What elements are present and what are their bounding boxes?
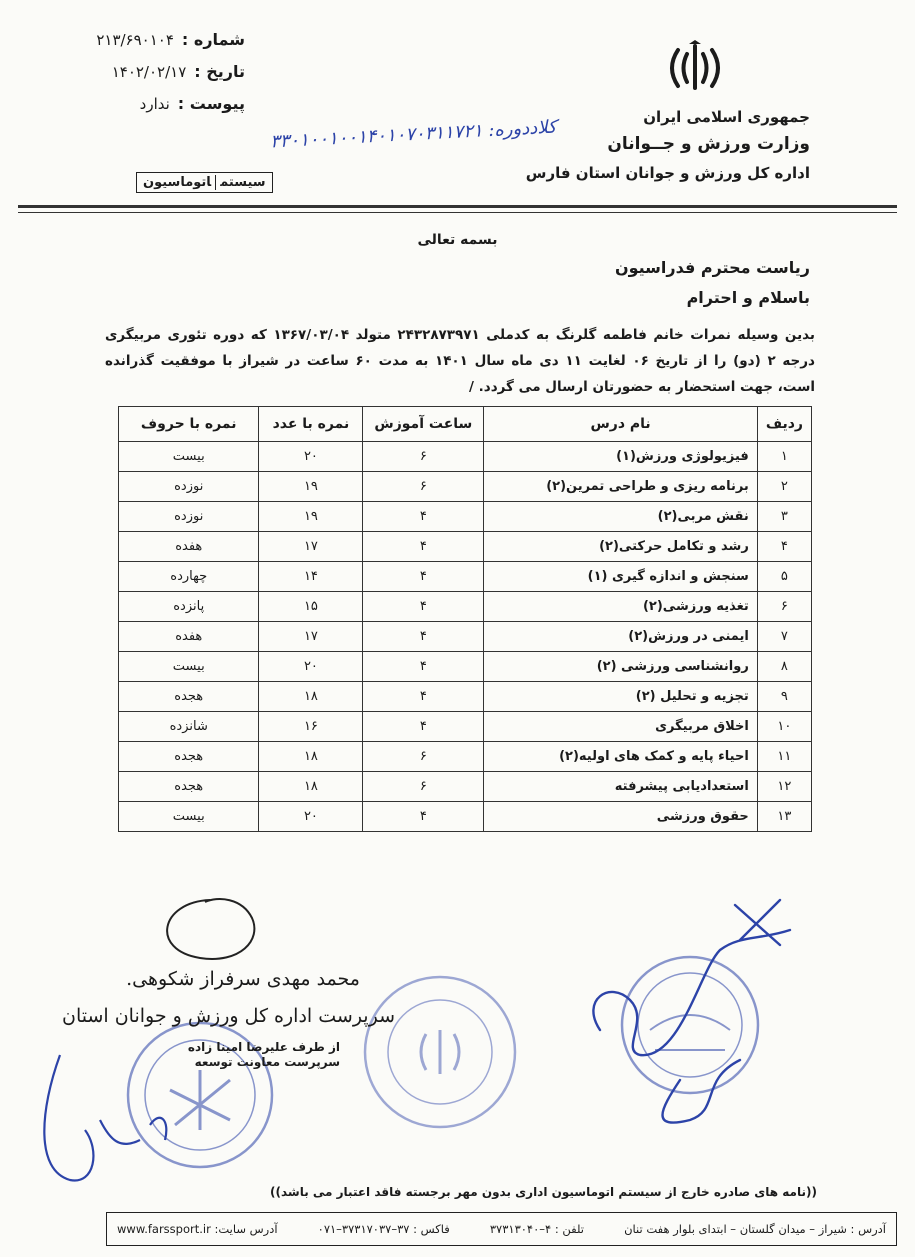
header-training-hours: ساعت آموزش xyxy=(363,407,484,442)
system-box-part1: سیستم xyxy=(220,175,266,190)
cell-course-name: تغذیه ورزشی(۲) xyxy=(484,592,757,622)
org-country: جمهوری اسلامی ایران xyxy=(643,108,810,126)
salutation: بسمه تعالی xyxy=(417,232,498,248)
cell-training-hours: ۴ xyxy=(363,682,484,712)
header-course-name: نام درس xyxy=(484,407,757,442)
table-header-row xyxy=(119,407,812,442)
cell-training-hours: ۴ xyxy=(363,592,484,622)
signatory-stamp xyxy=(188,1040,340,1070)
footer-phone: تلفن : ۴–۳۷۳۱۳۰۴۰ xyxy=(489,1222,584,1236)
cell-training-hours: ۴ xyxy=(363,622,484,652)
cell-course-name: روانشناسی ورزشی (۲) xyxy=(484,652,757,682)
table-row xyxy=(119,802,812,832)
cell-grade-words: چهارده xyxy=(119,562,259,592)
cell-grade-number: ۱۹ xyxy=(259,502,363,532)
cell-training-hours: ۴ xyxy=(363,712,484,742)
letter-body-text: بدین وسیله نمرات خانم فاطمه گلرنگ به کدملی ۲۴۳۲۸۷۳۹۷۱ متولد ۱۳۶۷/۰۳/۰۴ که دوره تئوری مربیگری درجه ۲ (دو) را از تاریخ ۰۶ لغایت ۱۱ دی ماه سال ۱۴۰۱ به مدت ۶۰ ساعت در شیراز با موفقیت گذرانده است، جهت استحضار به حضورتان ارسال می گردد. / xyxy=(105,327,815,395)
embossed-seal-icon xyxy=(360,972,520,1132)
grades-table-body xyxy=(119,442,812,832)
cell-course-name: احیاء پایه و کمک های اولیه(۲) xyxy=(484,742,757,772)
cell-row-number: ۲ xyxy=(757,472,811,502)
table-row xyxy=(119,532,812,562)
org-department: اداره کل ورزش و جوانان استان فارس xyxy=(525,164,810,182)
letter-date-value: ۱۴۰۲/۰۲/۱۷ xyxy=(111,63,187,81)
header-divider-thin xyxy=(18,212,897,213)
organization-header xyxy=(526,108,810,182)
cell-row-number: ۸ xyxy=(757,652,811,682)
system-box-part2: اتوماسیون xyxy=(143,175,216,190)
grades-table xyxy=(118,406,812,832)
letter-number-row xyxy=(15,30,245,62)
cell-grade-number: ۱۸ xyxy=(259,772,363,802)
cell-course-name: سنجش و اندازه گیری (۱) xyxy=(484,562,757,592)
cell-grade-number: ۱۶ xyxy=(259,712,363,742)
letter-attachment-row xyxy=(15,94,245,126)
handwritten-course-code: کلاددوره: ۳۳۰۱۰۰۱۰۰۱۴۰۱۰۷۰۳۱۱۷۲۱ xyxy=(269,116,558,153)
stamp-line-1: از طرف علیرضا امینا زاده xyxy=(187,1040,340,1054)
cell-row-number: ۱ xyxy=(757,442,811,472)
cell-grade-number: ۱۸ xyxy=(259,742,363,772)
cell-grade-words: هجده xyxy=(119,682,259,712)
cell-training-hours: ۴ xyxy=(363,802,484,832)
header-row-number: ردیف xyxy=(757,407,811,442)
cell-training-hours: ۶ xyxy=(363,442,484,472)
table-row xyxy=(119,682,812,712)
table-row xyxy=(119,622,812,652)
letter-meta xyxy=(15,30,245,126)
cell-course-name: تجزیه و تحلیل (۲) xyxy=(484,682,757,712)
cell-row-number: ۵ xyxy=(757,562,811,592)
footer-contact-bar xyxy=(106,1212,897,1246)
cell-grade-words: نوزده xyxy=(119,472,259,502)
cell-grade-words: بیست xyxy=(119,442,259,472)
cell-row-number: ۳ xyxy=(757,502,811,532)
cell-grade-words: بیست xyxy=(119,652,259,682)
cell-course-name: ایمنی در ورزش(۲) xyxy=(484,622,757,652)
cell-training-hours: ۶ xyxy=(363,742,484,772)
cell-grade-words: هفده xyxy=(119,532,259,562)
cell-course-name: حقوق ورزشی xyxy=(484,802,757,832)
table-row xyxy=(119,652,812,682)
cell-training-hours: ۴ xyxy=(363,652,484,682)
cell-row-number: ۱۱ xyxy=(757,742,811,772)
cell-grade-words: هجده xyxy=(119,742,259,772)
cell-row-number: ۴ xyxy=(757,532,811,562)
cell-grade-number: ۲۰ xyxy=(259,802,363,832)
table-row xyxy=(119,592,812,622)
cell-course-name: فیزیولوژی ورزش(۱) xyxy=(484,442,757,472)
cell-grade-number: ۲۰ xyxy=(259,442,363,472)
cell-grade-number: ۲۰ xyxy=(259,652,363,682)
cell-grade-number: ۱۸ xyxy=(259,682,363,712)
table-row xyxy=(119,502,812,532)
cell-grade-words: پانزده xyxy=(119,592,259,622)
cell-grade-number: ۱۷ xyxy=(259,622,363,652)
cell-course-name: استعدادیابی پیشرفته xyxy=(484,772,757,802)
cell-row-number: ۱۰ xyxy=(757,712,811,742)
letter-attachment-label: پیوست : xyxy=(177,94,245,113)
letter-number-value: ۲۱۳/۶۹۰۱۰۴ xyxy=(96,31,174,49)
cell-row-number: ۶ xyxy=(757,592,811,622)
cell-row-number: ۱۳ xyxy=(757,802,811,832)
addressee: ریاست محترم فدراسیون xyxy=(614,258,810,277)
cell-grade-words: هفده xyxy=(119,622,259,652)
cell-course-name: نقش مربی(۲) xyxy=(484,502,757,532)
signature-oval xyxy=(167,899,254,959)
header-divider-thick xyxy=(18,205,897,208)
cell-grade-words: نوزده xyxy=(119,502,259,532)
cell-course-name: اخلاق مربیگری xyxy=(484,712,757,742)
table-row xyxy=(119,742,812,772)
stamp-line-2: سرپرست معاونت توسعه xyxy=(194,1055,340,1069)
signatory-title: سرپرست اداره کل ورزش و جوانان استان xyxy=(61,1005,395,1027)
cell-course-name: رشد و تکامل حرکتی(۲) xyxy=(484,532,757,562)
cell-grade-number: ۱۹ xyxy=(259,472,363,502)
cell-grade-words: شانزده xyxy=(119,712,259,742)
cell-training-hours: ۴ xyxy=(363,562,484,592)
greeting: باسلام و احترام xyxy=(686,288,810,307)
header-grade-words: نمره با حروف xyxy=(119,407,259,442)
cell-training-hours: ۴ xyxy=(363,502,484,532)
org-ministry: وزارت ورزش و جــوانان xyxy=(607,134,810,154)
seal-right xyxy=(622,957,758,1093)
cell-row-number: ۷ xyxy=(757,622,811,652)
cell-training-hours: ۴ xyxy=(363,532,484,562)
footer-address: آدرس : شیراز – میدان گلستان – ابتدای بلوار هفت تنان xyxy=(624,1222,886,1236)
table-row xyxy=(119,712,812,742)
letter-attachment-value: ندارد xyxy=(139,95,170,113)
footer-website[interactable]: آدرس سایت: www.farssport.ir xyxy=(117,1222,278,1236)
letter-number-label: شماره : xyxy=(181,30,245,49)
cell-grade-number: ۱۷ xyxy=(259,532,363,562)
signature-bottom-left xyxy=(44,1055,166,1180)
letter-date-row xyxy=(15,62,245,94)
cell-row-number: ۹ xyxy=(757,682,811,712)
cell-grade-number: ۱۴ xyxy=(259,562,363,592)
automation-system-box xyxy=(136,172,273,193)
cell-row-number: ۱۲ xyxy=(757,772,811,802)
footer-fax: فاکس : ۳۷–۳۷۳۱۷۰۳۷–۰۷۱ xyxy=(317,1222,450,1236)
table-row xyxy=(119,562,812,592)
header-grade-number: نمره با عدد xyxy=(259,407,363,442)
signatory-name: محمد مهدی سرفراز شکوهی. xyxy=(126,968,360,990)
cell-grade-number: ۱۵ xyxy=(259,592,363,622)
cell-training-hours: ۶ xyxy=(363,772,484,802)
table-row xyxy=(119,442,812,472)
cell-training-hours: ۶ xyxy=(363,472,484,502)
cell-grade-words: بیست xyxy=(119,802,259,832)
signature-right xyxy=(593,900,790,1123)
table-row xyxy=(119,472,812,502)
table-row xyxy=(119,772,812,802)
cell-grade-words: هجده xyxy=(119,772,259,802)
iran-emblem-icon xyxy=(660,40,730,100)
validity-disclaimer: ((نامه های صادره خارج از سیستم اتوماسیون اداری بدون مهر برجسته فاقد اعتبار می باشد)) xyxy=(270,1185,817,1199)
letter-date-label: تاریخ : xyxy=(194,62,245,81)
cell-course-name: برنامه ریزی و طراحی تمرین(۲) xyxy=(484,472,757,502)
